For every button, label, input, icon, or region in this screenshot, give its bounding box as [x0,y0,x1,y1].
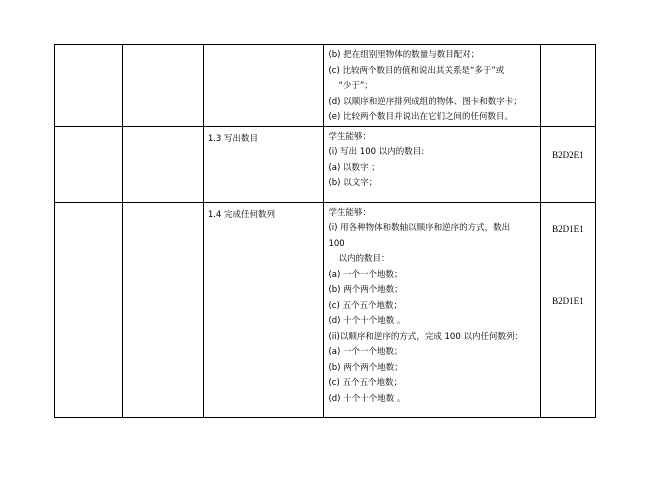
topic-title: 1.3 写出数目 [207,133,259,144]
code-cell [540,45,595,127]
empty-cell [123,202,203,417]
objectives-cell [324,126,540,202]
objective-line: (e) 比较两个数目并说出在它们之间的任何数目。 [328,112,514,122]
empty-cell [55,45,123,127]
objective-line: 100 [328,238,345,249]
table-row [55,126,596,202]
objective-line: (d) 十个十个地数 。 [328,393,406,404]
code-cell [540,126,595,202]
objective-line: (d) 十个十个地数 。 [328,316,406,326]
topic-title: 1.4 完成任何数列 [207,209,276,220]
objective-line: (b) 两个两个地数； [328,362,403,373]
standard-code: B2D2E1 [552,149,584,160]
topic-cell [203,45,324,127]
curriculum-table [54,44,596,418]
objective-line: (ii)以顺序和逆序的方式，完成 100 以内任何数列： [328,331,523,342]
objective-line: (a) 一个一个地数； [328,269,403,280]
objective-line: 学生能够： [328,207,371,218]
topic-cell [203,202,324,417]
objective-line: (a) 以数字 ； [328,162,380,173]
objective-line: 以内的数目： [338,254,390,264]
objective-line: (c) 五个五个地数； [328,300,402,311]
table-row [55,202,596,417]
objective-line: (c) 比较两个数目的值和说出其关系是“多于”或 [328,65,505,76]
code-cell [540,202,595,417]
objectives-cell [324,202,540,417]
objective-line: (d) 以顺序和逆序排列成组的物体、图卡和数字卡； [328,96,522,107]
empty-cell [55,126,123,202]
objective-line: (a) 一个一个地数； [328,347,403,357]
empty-cell [123,126,203,202]
empty-cell [55,202,123,417]
objective-line: (b) 两个两个地数； [328,285,403,295]
topic-cell [203,126,324,202]
objective-line: (i) 写出 100 以内的数目: [328,147,425,157]
objective-line: (b) 把在组别里物体的数量与数目配对； [328,50,480,60]
objective-line: (i) 用各种物体和数轴以顺序和逆序的方式，数出 [328,223,511,233]
objectives-cell [324,45,540,127]
empty-cell [123,45,203,127]
standard-code: B2D1E1 [552,295,584,306]
objective-line: 学生能够： [328,131,371,142]
table-row [55,45,596,127]
objective-line: (c) 五个五个地数； [328,378,402,388]
objective-line: (b) 以文字； [328,178,378,188]
standard-code: B2D1E1 [552,223,584,234]
objective-line: “少于”； [338,81,373,91]
